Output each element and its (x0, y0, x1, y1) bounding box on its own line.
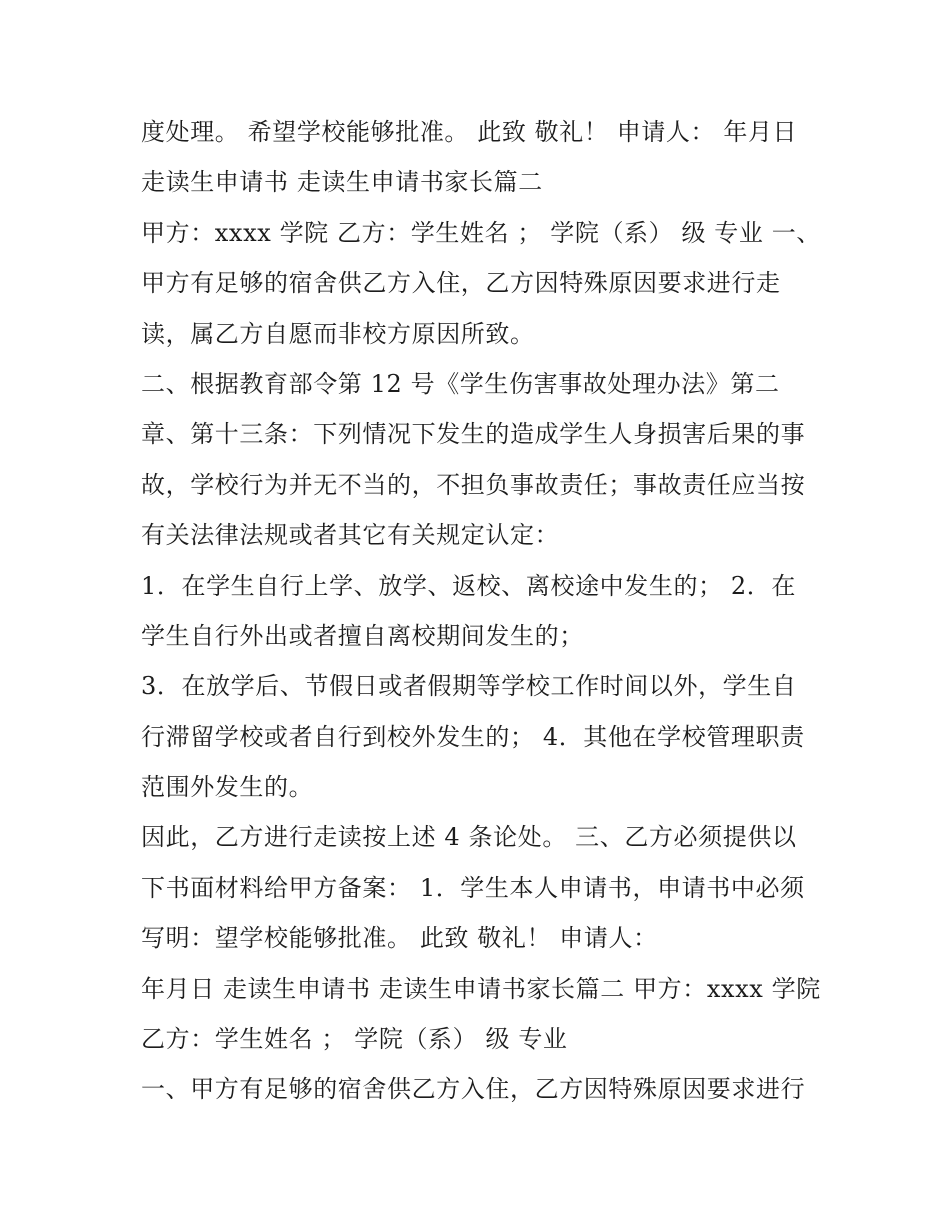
document-body (141, 107, 831, 1115)
text-line: 故，学校行为并无不当的，不担负事故责任；事故责任应当按 (141, 470, 806, 499)
text-line: 乙方：学生姓名 ； 学院（系） 级 专业 (141, 1025, 568, 1054)
text-line: 甲方：xxxx 学院 乙方：学生姓名 ； 学院（系） 级 专业 一、 (141, 218, 821, 247)
text-line: 章、第十三条：下列情况下发生的造成学生人身损害后果的事 (141, 420, 806, 449)
text-line: 一、甲方有足够的宿舍供乙方入住，乙方因特殊原因要求进行 (141, 1075, 806, 1104)
text-line: 写明：望学校能够批准。 此致 敬礼！ 申请人： (141, 924, 658, 953)
text-line: 学生自行外出或者擅自离校期间发生的； (141, 621, 584, 650)
text-line: 因此，乙方进行走读按上述 4 条论处。 三、乙方必须提供以 (141, 823, 797, 852)
text-line: 走读生申请书 走读生申请书家长篇二 (141, 168, 543, 197)
text-line: 度处理。 希望学校能够批准。 此致 敬礼！ 申请人： 年月日 (141, 118, 798, 146)
text-line: 1．在学生自行上学、放学、返校、离校途中发生的； 2．在 (141, 571, 796, 600)
text-line: 行滞留学校或者自行到校外发生的； 4．其他在学校管理职责 (141, 722, 805, 751)
text-line: 有关法律法规或者其它有关规定认定： (141, 521, 560, 550)
text-line: 年月日 走读生申请书 走读生申请书家长篇二 甲方：xxxx 学院 (141, 974, 821, 1003)
text-line: 下书面材料给甲方备案： 1．学生本人申请书，申请书中必须 (141, 873, 805, 902)
text-line: 甲方有足够的宿舍供乙方入住，乙方因特殊原因要求进行走 (141, 269, 781, 298)
text-line: 二、根据教育部令第 12 号《学生伤害事故处理办法》第二 (141, 369, 780, 398)
text-line: 读，属乙方自愿而非校方原因所致。 (141, 319, 535, 348)
text-line: 范围外发生的。 (141, 773, 314, 802)
text-line: 3．在放学后、节假日或者假期等学校工作时间以外，学生自 (141, 672, 797, 701)
